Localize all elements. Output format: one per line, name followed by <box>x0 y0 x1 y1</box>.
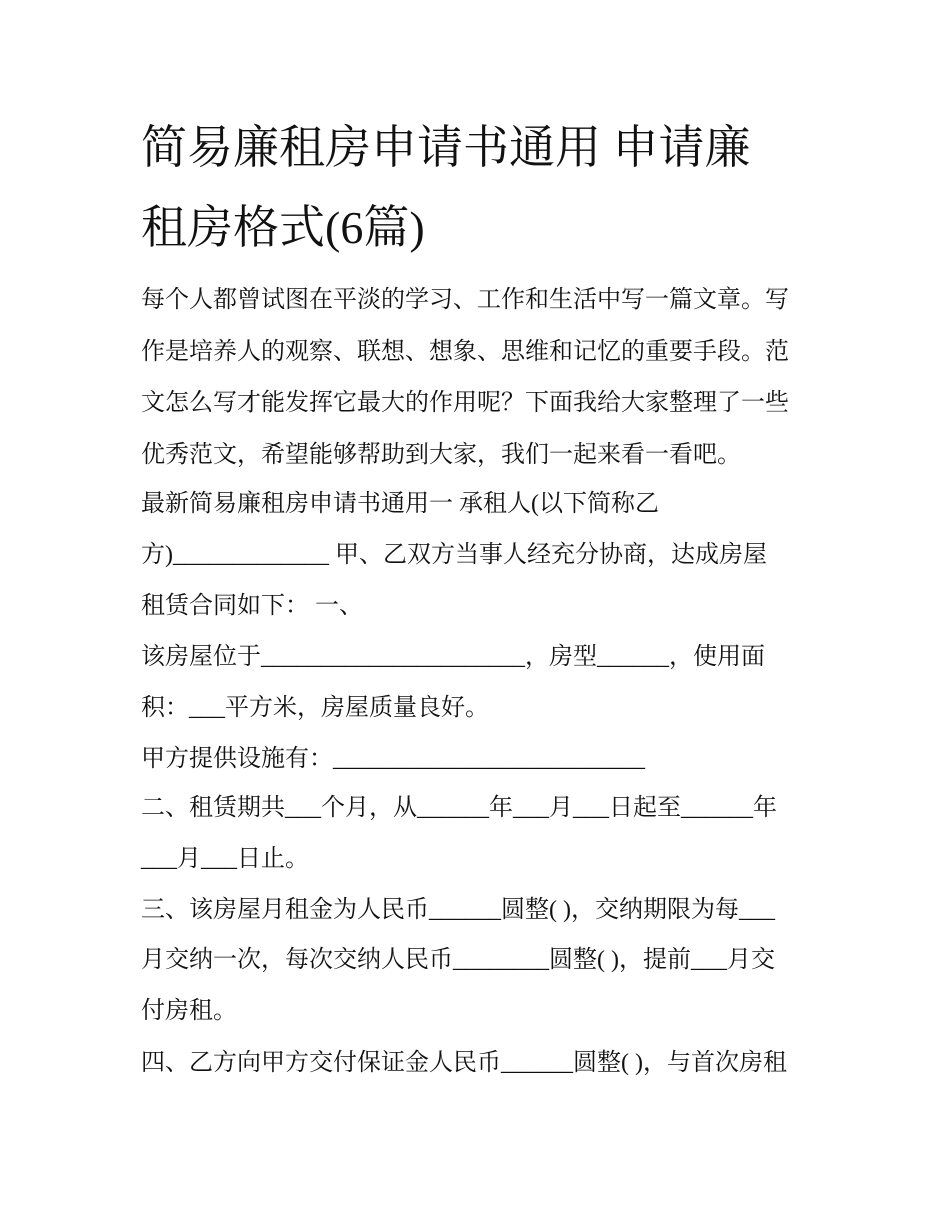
body-line-16: 四、乙方向甲方交付保证金人民币______圆整( )，与首次房租 <box>141 1050 787 1076</box>
body-line-15: 付房租。 <box>141 998 237 1024</box>
intro-line-2: 作是培养人的观察、联想、想象、思维和记忆的重要手段。范 <box>141 339 789 365</box>
intro-line-4: 优秀范文，希望能够帮助到大家，我们一起来看一看吧。 <box>141 442 741 468</box>
body-line-12: ___月___日止。 <box>141 846 309 872</box>
body-line-7: 租赁合同如下： 一、 <box>141 593 363 619</box>
body-line-6: 方)_____________ 甲、乙双方当事人经充分协商，达成房屋 <box>141 542 767 568</box>
document-title-line-1: 简易廉租房申请书通用 申请廉 <box>141 122 751 173</box>
intro-line-1: 每个人都曾试图在平淡的学习、工作和生活中写一篇文章。写 <box>141 287 789 313</box>
body-line-8: 该房屋位于______________________，房型______，使用面 <box>141 644 765 670</box>
intro-line-3: 文怎么写才能发挥它最大的作用呢？下面我给大家整理了一些 <box>141 390 789 416</box>
body-line-5: 最新简易廉租房申请书通用一 承租人(以下简称乙 <box>141 491 659 517</box>
document-title-line-2: 租房格式(6篇) <box>141 202 425 253</box>
body-line-10: 甲方提供设施有：__________________________ <box>141 746 645 772</box>
body-line-14: 月交纳一次，每次交纳人民币________圆整( )，提前___月交 <box>141 947 775 973</box>
body-line-13: 三、该房屋月租金为人民币______圆整( )，交纳期限为每___ <box>141 897 775 923</box>
body-line-9: 积：___平方米，房屋质量良好。 <box>141 695 489 721</box>
body-line-11: 二、租赁期共___个月，从______年___月___日起至______年 <box>141 795 777 821</box>
